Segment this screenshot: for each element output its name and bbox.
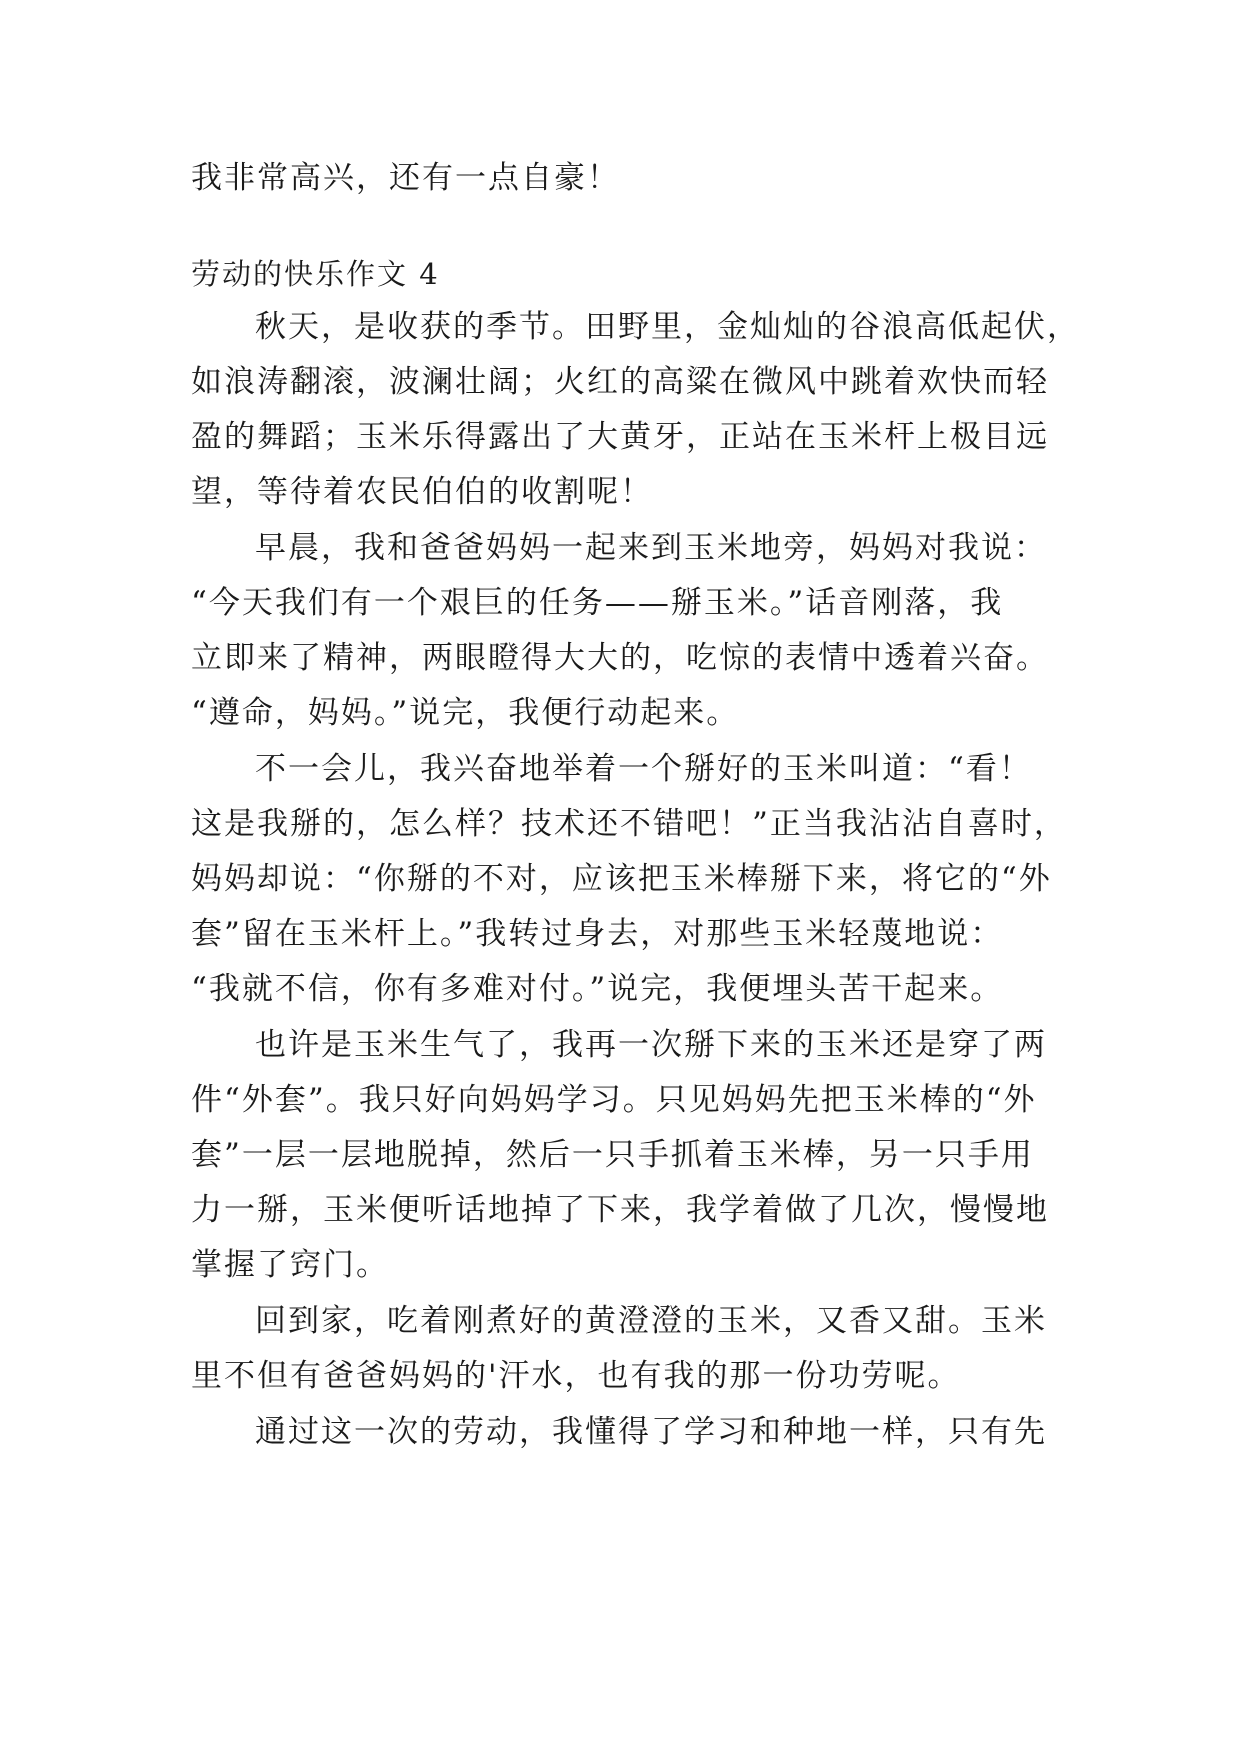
paragraph-line: 盈的舞蹈；玉米乐得露出了大黄牙，正站在玉米杆上极目远 — [191, 419, 1049, 455]
paragraph-line: 不一会儿，我兴奋地举着一个掰好的玉米叫道：“看！ — [255, 751, 1032, 787]
essay-heading: 劳动的快乐作文 4 — [191, 257, 440, 291]
paragraph-line: 力一掰，玉米便听话地掉了下来，我学着做了几次，慢慢地 — [191, 1192, 1049, 1228]
paragraph-line: 通过这一次的劳动，我懂得了学习和种地一样，只有先 — [255, 1414, 1047, 1450]
paragraph-line: 这是我掰的，怎么样？技术还不错吧！”正当我沾沾自喜时， — [191, 806, 1067, 842]
paragraph — [191, 521, 1051, 741]
paragraph-line: 望，等待着农民伯伯的收割呢！ — [191, 474, 653, 510]
document-body — [191, 158, 1080, 1460]
spacer — [191, 198, 1051, 254]
paragraph-line: 里不但有爸爸妈妈的'汗水，也有我的那一份功劳呢。 — [191, 1358, 961, 1394]
paragraph-line: 秋天，是收获的季节。田野里，金灿灿的谷浪高低起伏， — [255, 309, 1080, 345]
paragraph-line: “遵命，妈妈。”说完，我便行动起来。 — [191, 695, 740, 731]
paragraph-line: 回到家，吃着刚煮好的黄澄澄的玉米，又香又甜。玉米 — [255, 1303, 1047, 1339]
paragraph-line: 如浪涛翻滚，波澜壮阔；火红的高粱在微风中跳着欢快而轻 — [191, 364, 1049, 400]
paragraph-line: 件“外套”。我只好向妈妈学习。只见妈妈先把玉米棒的“外 — [191, 1082, 1037, 1118]
paragraph-line: 妈妈却说：“你掰的不对，应该把玉米棒掰下来，将它的“外 — [191, 861, 1052, 897]
paragraph — [191, 300, 1080, 520]
paragraph-line: “我就不信，你有多难对付。”说完，我便埋头苦干起来。 — [191, 971, 1004, 1007]
paragraph-line: 早晨，我和爸爸妈妈一起来到玉米地旁，妈妈对我说： — [255, 530, 1047, 566]
paragraph-line: 掌握了窍门。 — [191, 1247, 389, 1283]
paragraph — [191, 1018, 1051, 1293]
paragraph-line: 立即来了精神，两眼瞪得大大的，吃惊的表情中透着兴奋。 — [191, 640, 1049, 676]
intro-line: 我非常高兴，还有一点自豪！ — [191, 160, 620, 196]
paragraph-line: 套”留在玉米杆上。”我转过身去，对那些玉米轻蔑地说： — [191, 916, 1004, 952]
paragraph — [191, 742, 1067, 1017]
paragraph — [191, 1405, 1051, 1460]
paragraph-line: 也许是玉米生气了，我再一次掰下来的玉米还是穿了两 — [255, 1027, 1047, 1063]
paragraph-line: 套”一层一层地脱掉，然后一只手抓着玉米棒，另一只手用 — [191, 1137, 1034, 1173]
paragraph — [191, 1294, 1051, 1404]
paragraph-line: “今天我们有一个艰巨的任务——掰玉米。”话音刚落，我 — [191, 585, 1004, 621]
